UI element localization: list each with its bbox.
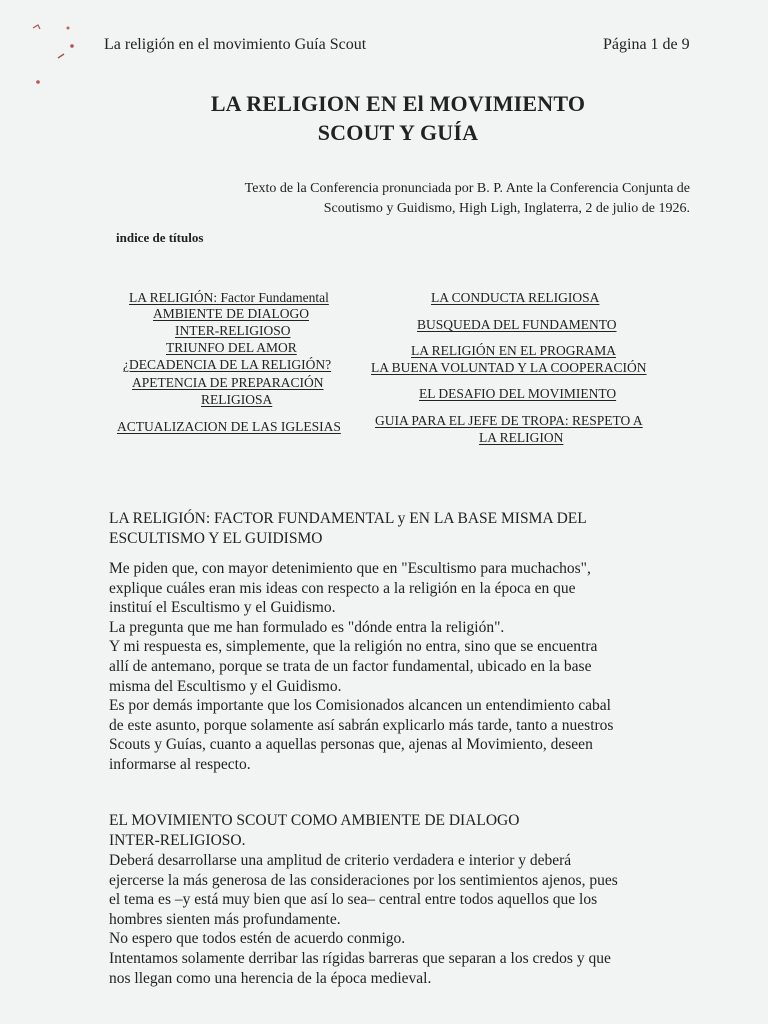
paragraph-line: ejercerse la más generosa de las consideraciones por los sentimientos ajenos, pues — [109, 871, 618, 889]
paragraph-line: Deberá desarrollarse una amplitud de criterio verdadera e interior y deberá — [109, 852, 572, 869]
section-heading: EL MOVIMIENTO SCOUT COMO AMBIENTE DE DIALOGO — [109, 812, 520, 829]
paragraph-line: Y mi respuesta es, simplemente, que la religión no entra, sino que se encuentra — [109, 638, 598, 656]
paragraph-line: el tema es –y está muy bien que así lo sea– central entre todos aquellos que los — [109, 891, 598, 909]
section-heading: ESCULTISMO Y EL GUIDISMO — [109, 530, 323, 547]
header-page-number: Página 1 de 9 — [603, 36, 690, 53]
index-link-ambiente[interactable]: AMBIENTE DE DIALOGO — [153, 306, 309, 321]
document-title — [0, 89, 768, 147]
index-link-la-religion[interactable]: LA RELIGION — [479, 430, 564, 445]
paragraph-line: informarse al respecto. — [109, 755, 251, 773]
paragraph-line: No espero que todos estén de acuerdo conmigo. — [109, 930, 406, 948]
index-link-decadencia[interactable]: ¿DECADENCIA DE LA RELIGIÓN? — [123, 357, 332, 372]
index-link-apetencia[interactable]: APETENCIA DE PREPARACIÓN — [132, 375, 324, 390]
subtitle-line-2: Scoutismo y Guidismo, High Ligh, Inglaterra, 2 de julio de 1926. — [323, 201, 690, 216]
title-line-1: LA RELIGION EN El MOVIMIENTO — [210, 91, 586, 116]
index-link-programa[interactable]: LA RELIGIÓN EN EL PROGRAMA — [411, 343, 616, 358]
index-link-inter-religioso[interactable]: INTER-RELIGIOSO — [175, 323, 291, 338]
index-link-desafio[interactable]: EL DESAFIO DEL MOVIMIENTO — [419, 386, 617, 401]
title-line-2: SCOUT Y GUÍA — [317, 120, 479, 145]
subtitle-line-1: Texto de la Conferencia pronunciada por B. P. Ante la Conferencia Conjunta de — [244, 181, 690, 196]
index-label: indice de títulos — [116, 230, 204, 245]
index-link-conducta[interactable]: LA CONDUCTA RELIGIOSA — [431, 290, 600, 305]
paragraph-line: instituí el Escultismo y el Guidismo. — [109, 599, 336, 617]
paragraph-line: allí de antemano, porque se trata de un factor fundamental, ubicado en la base — [109, 657, 592, 675]
paragraph-line: Me piden que, con mayor detenimiento que en "Escultismo para muchachos", — [109, 560, 591, 577]
section-ambiente-dialogo — [109, 811, 709, 988]
paragraph-line: Scouts y Guías, cuanto a aquellas personas que, ajenas al Movimiento, deseen — [109, 736, 593, 754]
paragraph-line: explique cuáles eran mis ideas con respecto a la religión en la época en que — [109, 579, 576, 597]
document-subtitle — [190, 179, 690, 219]
section-heading: LA RELIGIÓN: FACTOR FUNDAMENTAL y EN LA BASE MISMA DEL — [109, 510, 587, 527]
index-link-religiosa[interactable]: RELIGIOSA — [201, 392, 273, 407]
paragraph-line: de este asunto, porque solamente así sabrán explicarlo más tarde, tanto a nuestros — [109, 716, 614, 734]
scan-specks — [30, 20, 80, 100]
index-link-triunfo[interactable]: TRIUNFO DEL AMOR — [166, 340, 297, 355]
section-heading: INTER-RELIGIOSO. — [109, 832, 246, 849]
paragraph-line: hombres sienten más profundamente. — [109, 910, 341, 928]
paragraph-line: La pregunta que me han formulado es "dónde entra la religión". — [109, 618, 505, 636]
paragraph-line: nos llegan como una herencia de la época medieval. — [109, 969, 432, 987]
index-link-buena-voluntad[interactable]: LA BUENA VOLUNTAD Y LA COOPERACIÓN — [371, 360, 647, 375]
paragraph-line: Es por demás importante que los Comisionados alcancen un entendimiento cabal — [109, 697, 611, 715]
section-religion-factor — [109, 509, 709, 775]
paragraph-line: misma del Escultismo y el Guidismo. — [109, 677, 342, 695]
index-link-busqueda[interactable]: BUSQUEDA DEL FUNDAMENTO — [417, 317, 617, 332]
index-link-guia-jefe[interactable]: GUIA PARA EL JEFE DE TROPA: RESPETO A — [375, 413, 643, 428]
index-link-actualizacion[interactable]: ACTUALIZACION DE LAS IGLESIAS — [117, 419, 341, 434]
index-link-religion[interactable]: LA RELIGIÓN: Factor Fundamental — [129, 290, 329, 305]
paragraph-line: Intentamos solamente derribar las rígidas barreras que separan a los credos y que — [109, 949, 611, 967]
header-document-name: La religión en el movimiento Guía Scout — [104, 36, 367, 53]
